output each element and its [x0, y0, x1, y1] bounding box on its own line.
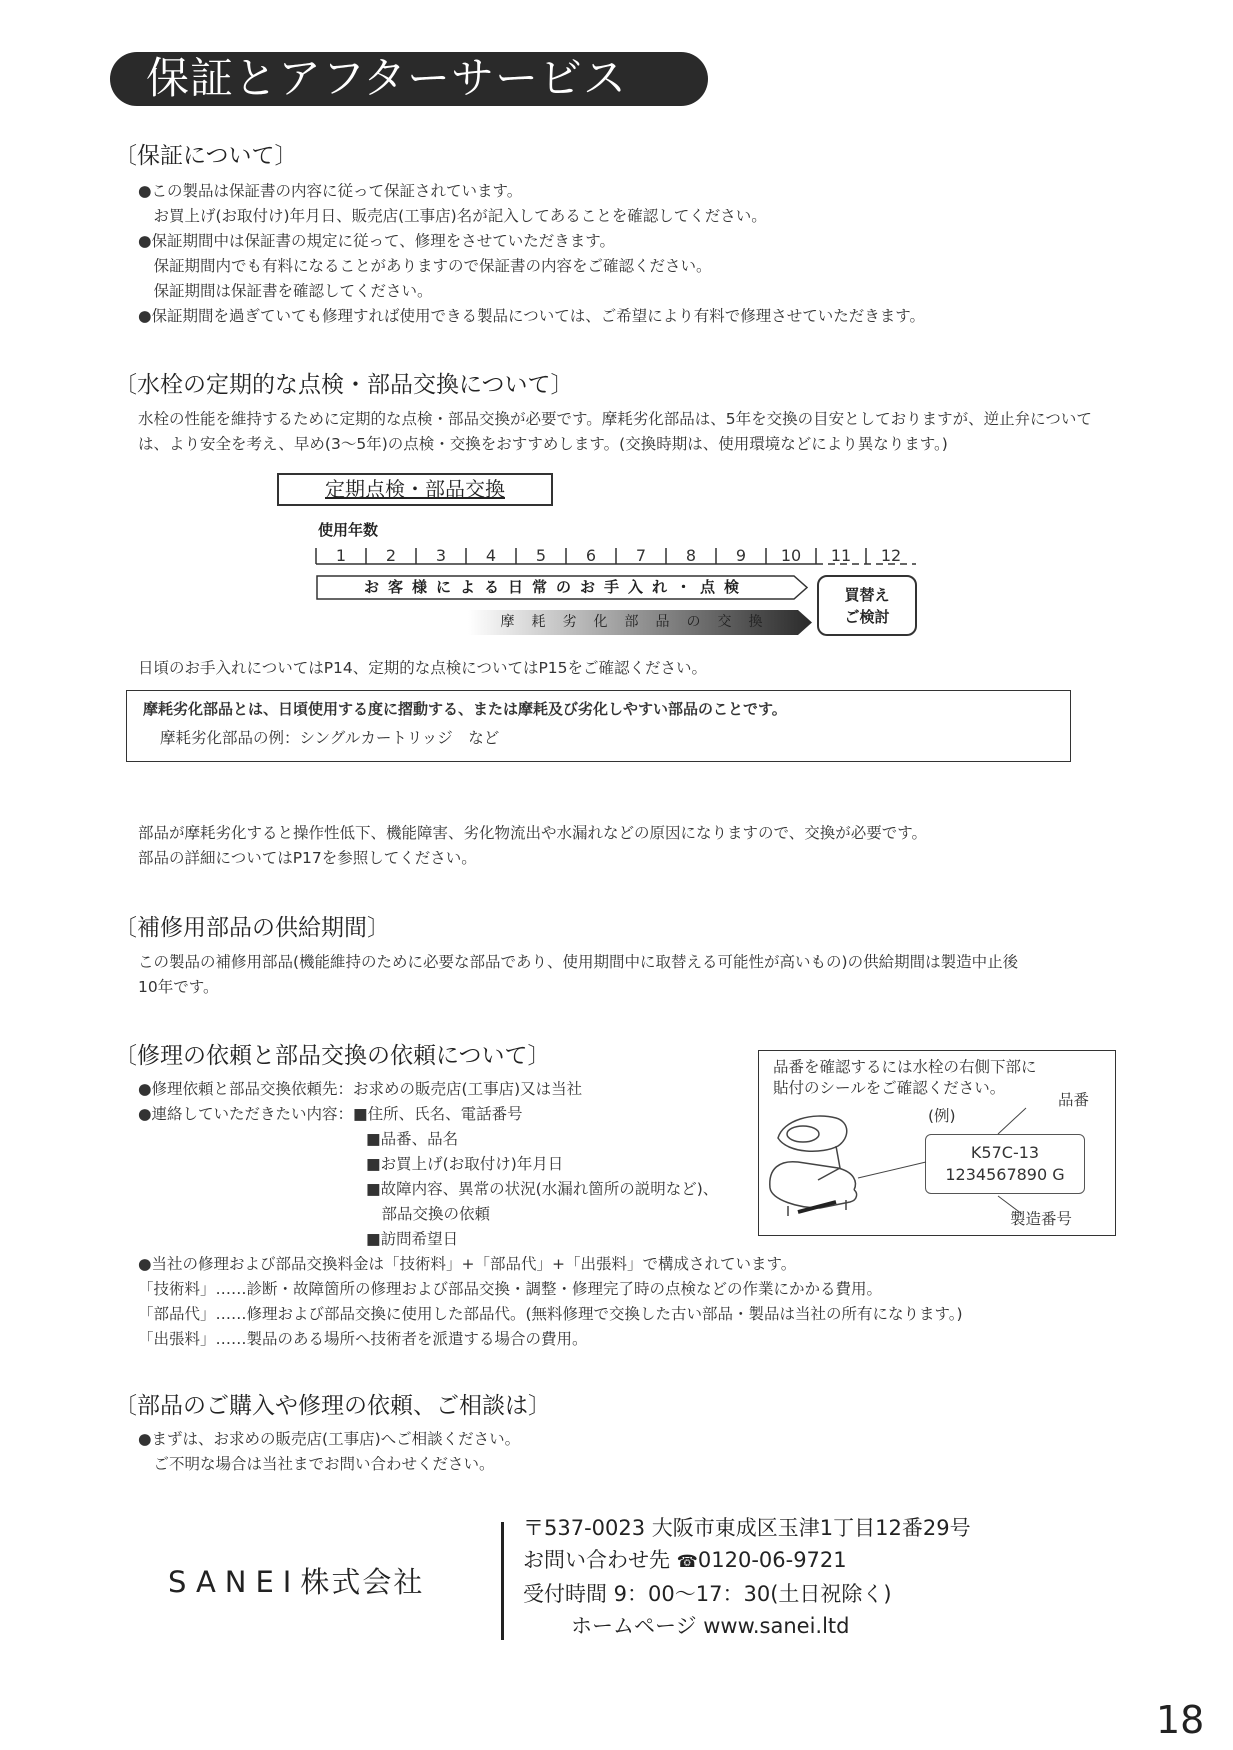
year-ticks: [316, 546, 901, 565]
year-label: 12: [880, 546, 902, 565]
footer-hours: 受付時間 9：00～17：30(土日祝除く): [523, 1582, 892, 1606]
example-instruction-line: 品番を確認するには水栓の右側下部に: [773, 1058, 1037, 1076]
faucet-base-front: [770, 1188, 857, 1208]
repair-contact-items: [366, 1127, 718, 1252]
consult-line: ご不明な場合は当社までお問い合わせください。: [138, 1455, 495, 1473]
company-jp: 株式会社: [300, 1565, 425, 1599]
year-label: 10: [780, 546, 802, 565]
fee-line: 「部品代」……修理および部品交換に使用した部品代。(無料修理で交換した古い部品・製品は当社の所有になります。): [138, 1305, 963, 1323]
warranty-line: お買上げ(お取付け)年月日、販売店(工事店)名が記入してあることを確認してください。: [138, 207, 767, 225]
replace-line: 買替え: [844, 586, 890, 604]
label-hinban: 品番: [1058, 1091, 1090, 1109]
year-label: 5: [535, 546, 547, 565]
company-name: [168, 1560, 424, 1601]
supply-heading: 〔補修用部品の供給期間〕: [114, 915, 390, 941]
daily-care-label: お客様による日常のお手入れ・点検: [363, 578, 748, 596]
warranty-line: ●保証期間を過ぎていても修理すれば使用できる製品については、ご希望により有料で修理させていただきます。: [138, 307, 925, 325]
label-example: (例): [928, 1107, 956, 1125]
fee-line: 「出張料」……製品のある場所へ技術者を派遣する場合の費用。: [138, 1330, 588, 1348]
phone-icon: ☎: [676, 1552, 698, 1572]
phone-number: 0120-06-9721: [697, 1548, 847, 1572]
contact-item: ■故障内容、異常の状況(水漏れ箇所の説明など)、: [366, 1180, 719, 1198]
supply-line: この製品の補修用部品(機能維持のために必要な部品であり、使用期間中に取替える可能性が高いもの)の供給期間は製造中止後: [138, 953, 1019, 971]
contact-item: ■お買上げ(お取付け)年月日: [366, 1155, 564, 1173]
years-label: 使用年数: [318, 521, 379, 539]
contact-item: ■品番、品名: [366, 1130, 459, 1148]
year-label: 2: [385, 546, 397, 565]
consult-text: [138, 1427, 520, 1477]
page-number: 18: [1156, 1698, 1205, 1742]
wear-parts-definition: 摩耗劣化部品とは、日頃使用する度に摺動する、または摩耗及び劣化しやすい部品のことです。: [143, 700, 787, 718]
contact-item: 部品交換の依頼: [366, 1205, 491, 1223]
year-label: 8: [685, 546, 697, 565]
care-reference: 日頃のお手入れについてはP14、定期的な点検についてはP15をご確認ください。: [138, 659, 708, 677]
year-label: 11: [830, 546, 852, 565]
serial-pointer: [998, 1196, 1022, 1214]
hinban-pointer: [998, 1108, 1026, 1134]
fee-line: ●当社の修理および部品交換料金は「技術料」+「部品代」+「出張料」で構成されています。: [138, 1255, 797, 1273]
supply-line: 10年です。: [138, 978, 219, 996]
inspection-after-line: 部品の詳細についてはP17を参照してください。: [138, 849, 477, 867]
inspection-after-line: 部品が摩耗劣化すると操作性低下、機能障害、劣化物流出や水漏れなどの原因になりますので、交換が必要です。: [138, 824, 927, 842]
year-label: 9: [735, 546, 747, 565]
parts-exchange-label: 摩耗劣化部品の交換: [500, 614, 780, 630]
product-code: K57C-13: [970, 1143, 1040, 1162]
replace-consider-box: [817, 575, 917, 636]
inspection-text: [138, 407, 1092, 457]
footer-divider: [501, 1522, 504, 1640]
year-label: 4: [485, 546, 497, 565]
example-instruction-line: 貼付のシールをご確認ください。: [773, 1079, 1006, 1097]
page-title: 保証とアフターサービス: [110, 52, 708, 106]
footer-phone-line: [523, 1544, 971, 1578]
faucet-base: [770, 1162, 856, 1190]
faucet-illustration: [758, 1050, 1116, 1236]
warranty-line: 保証期間は保証書を確認してください。: [138, 282, 433, 300]
consult-line: ●まずは、お求めの販売店(工事店)へご相談ください。: [138, 1430, 521, 1448]
consult-heading: 〔部品のご購入や修理の依頼、ご相談は〕: [114, 1393, 551, 1419]
inspection-line: は、より安全を考え、早め(3～5年)の点検・交換をおすすめします。(交換時期は、使用環境などにより異なります。): [138, 435, 948, 453]
wear-parts-example: 摩耗劣化部品の例：シングルカートリッジ など: [160, 729, 500, 747]
year-label: 3: [435, 546, 447, 565]
footer-address: 〒537-0023 大阪市東成区玉津1丁目12番29号: [523, 1516, 971, 1540]
footer-contact: [523, 1512, 971, 1642]
supply-text: [138, 950, 1018, 1000]
footer-homepage: ホームページ www.sanei.ltd: [571, 1614, 850, 1638]
replace-line: ご検討: [844, 608, 890, 626]
year-label: 1: [335, 546, 347, 565]
inspection-after-text: [138, 821, 927, 871]
year-label: 6: [585, 546, 597, 565]
company-latin: SANEI: [168, 1565, 301, 1599]
repair-text: [138, 1077, 582, 1127]
warranty-line: 保証期間内でも有料になることがありますので保証書の内容をご確認ください。: [138, 257, 712, 275]
phone-label: お問い合わせ先: [523, 1548, 670, 1572]
warranty-text: [138, 179, 925, 329]
warranty-line: ●保証期間中は保証書の規定に従って、修理をさせていただきます。: [138, 232, 615, 250]
serial-number: 1234567890 G: [945, 1165, 1065, 1184]
contact-item: ■訪問希望日: [366, 1230, 459, 1248]
warranty-heading: 〔保証について〕: [114, 143, 298, 169]
repair-heading: 〔修理の依頼と部品交換の依頼について〕: [114, 1043, 551, 1069]
repair-line: ●連絡していただきたい内容：■住所、氏名、電話番号: [138, 1105, 523, 1123]
fee-line: 「技術料」……診断・故障箇所の修理および部品交換・調整・修理完了時の点検などの作業にかかる費用。: [138, 1280, 883, 1298]
years-axis: [310, 540, 920, 570]
inspection-heading: 〔水栓の定期的な点検・部品交換について〕: [114, 372, 574, 398]
repair-line: ●修理依頼と部品交換依頼先：お求めの販売店(工事店)又は当社: [138, 1080, 583, 1098]
repair-fee-text: [138, 1252, 963, 1352]
warranty-line: ●この製品は保証書の内容に従って保証されています。: [138, 182, 523, 200]
label-serial: 製造番号: [1010, 1210, 1073, 1228]
inspection-line: 水栓の性能を維持するために定期的な点検・部品交換が必要です。摩耗劣化部品は、5年を交換の目安としておりますが、逆止弁について: [138, 410, 1092, 428]
diagram-title: 定期点検・部品交換: [325, 477, 505, 501]
faucet-lever-hole: [787, 1126, 819, 1142]
diagram-title-box: [277, 473, 553, 506]
leader-line: [858, 1162, 926, 1178]
year-label: 7: [635, 546, 647, 565]
